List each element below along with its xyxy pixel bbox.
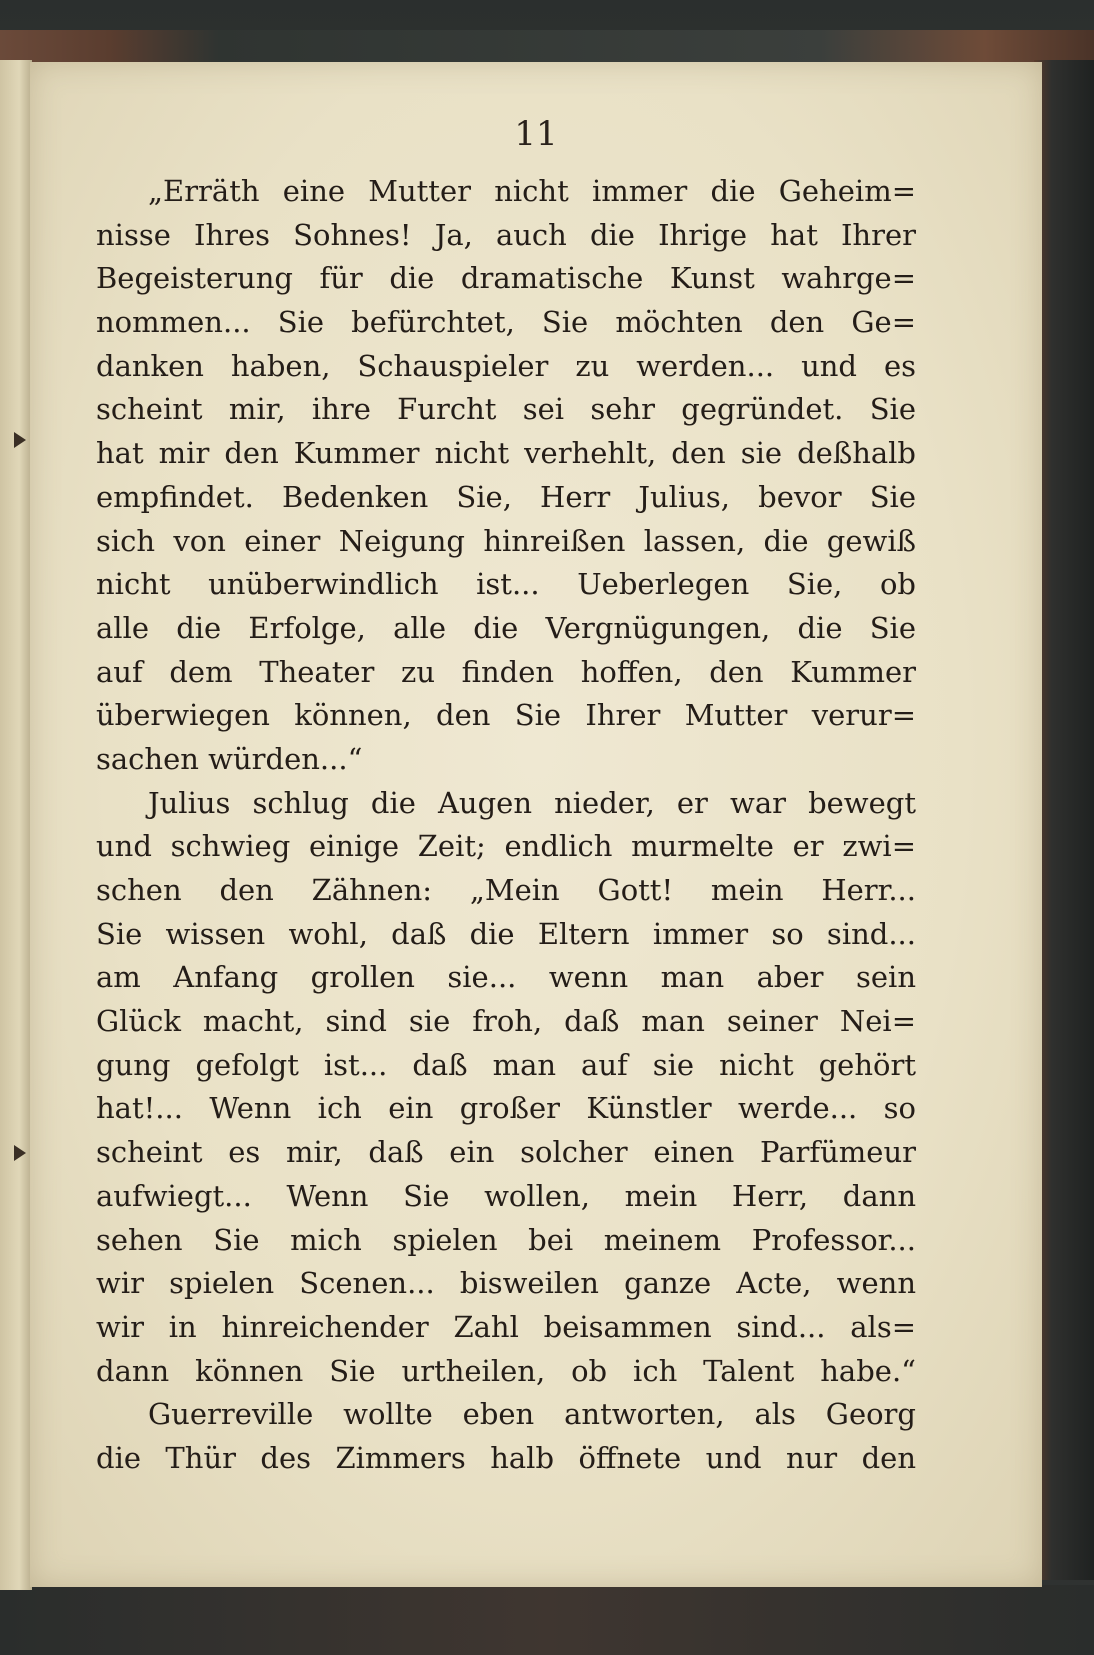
text-line: Begeisterung für die dramatische Kunst wahrge=	[96, 261, 916, 296]
text-line: Sie wissen wohl, daß die Eltern immer so sind...	[96, 916, 916, 951]
text-line: sich von einer Neigung hinreißen lassen, die gewiß	[96, 523, 916, 558]
text-line: Guerreville wollte eben antworten, als Georg	[148, 1397, 916, 1432]
text-line: sehen Sie mich spielen bei meinem Professor...	[96, 1222, 916, 1257]
text-line: wir in hinreichender Zahl beisammen sind... als=	[96, 1309, 916, 1344]
text-line: Julius schlug die Augen nieder, er war bewegt	[148, 785, 916, 820]
text-line: hat mir den Kummer nicht verhehlt, den sie deßhalb	[96, 436, 916, 471]
book-page	[30, 62, 1042, 1587]
text-line: danken haben, Schauspieler zu werden... und es	[96, 348, 916, 383]
text-line: gung gefolgt ist... daß man auf sie nicht gehört	[96, 1047, 916, 1082]
text-line: auf dem Theater zu finden hoffen, den Kummer	[96, 654, 916, 689]
page-text	[96, 170, 916, 1481]
text-line: nommen... Sie befürchtet, Sie möchten den Ge=	[96, 305, 916, 340]
text-line: die Thür des Zimmers halb öffnete und nur den	[96, 1440, 916, 1475]
text-line: am Anfang grollen sie... wenn man aber sein	[96, 960, 916, 995]
page-number: 11	[514, 114, 558, 154]
text-line: dann können Sie urtheilen, ob ich Talent habe.“	[96, 1353, 916, 1388]
text-line: nisse Ihres Sohnes! Ja, auch die Ihrige hat Ihrer	[96, 217, 916, 252]
text-line: empfindet. Bedenken Sie, Herr Julius, bevor Sie	[96, 479, 916, 514]
margin-mark-icon	[14, 432, 26, 448]
text-line: und schwieg einige Zeit; endlich murmelte er zwi=	[96, 829, 916, 864]
text-line: hat!... Wenn ich ein großer Künstler werde... so	[96, 1091, 916, 1126]
text-line: überwiegen können, den Sie Ihrer Mutter verur=	[96, 698, 916, 733]
text-line: wir spielen Scenen... bisweilen ganze Acte, wenn	[96, 1266, 916, 1301]
text-line: scheint mir, ihre Furcht sei sehr gegründet. Sie	[96, 392, 916, 427]
margin-mark-icon	[14, 1145, 26, 1161]
previous-page-edge	[0, 60, 32, 1590]
text-line: aufwiegt... Wenn Sie wollen, mein Herr, dann	[96, 1178, 916, 1213]
text-line: sachen würden...“	[96, 741, 363, 776]
book-cover-right-edge	[1034, 60, 1094, 1580]
text-line: nicht unüberwindlich ist... Ueberlegen Sie, ob	[96, 567, 916, 602]
text-line: Glück macht, sind sie froh, daß man seiner Nei=	[96, 1004, 916, 1039]
text-line: alle die Erfolge, alle die Vergnügungen, die Sie	[96, 610, 916, 645]
text-line: schen den Zähnen: „Mein Gott! mein Herr...	[96, 873, 916, 907]
text-line: „Erräth eine Mutter nicht immer die Geheim=	[148, 174, 916, 208]
text-line: scheint es mir, daß ein solcher einen Parfümeur	[96, 1135, 916, 1170]
book-cover-bottom-edge	[0, 1585, 1094, 1655]
